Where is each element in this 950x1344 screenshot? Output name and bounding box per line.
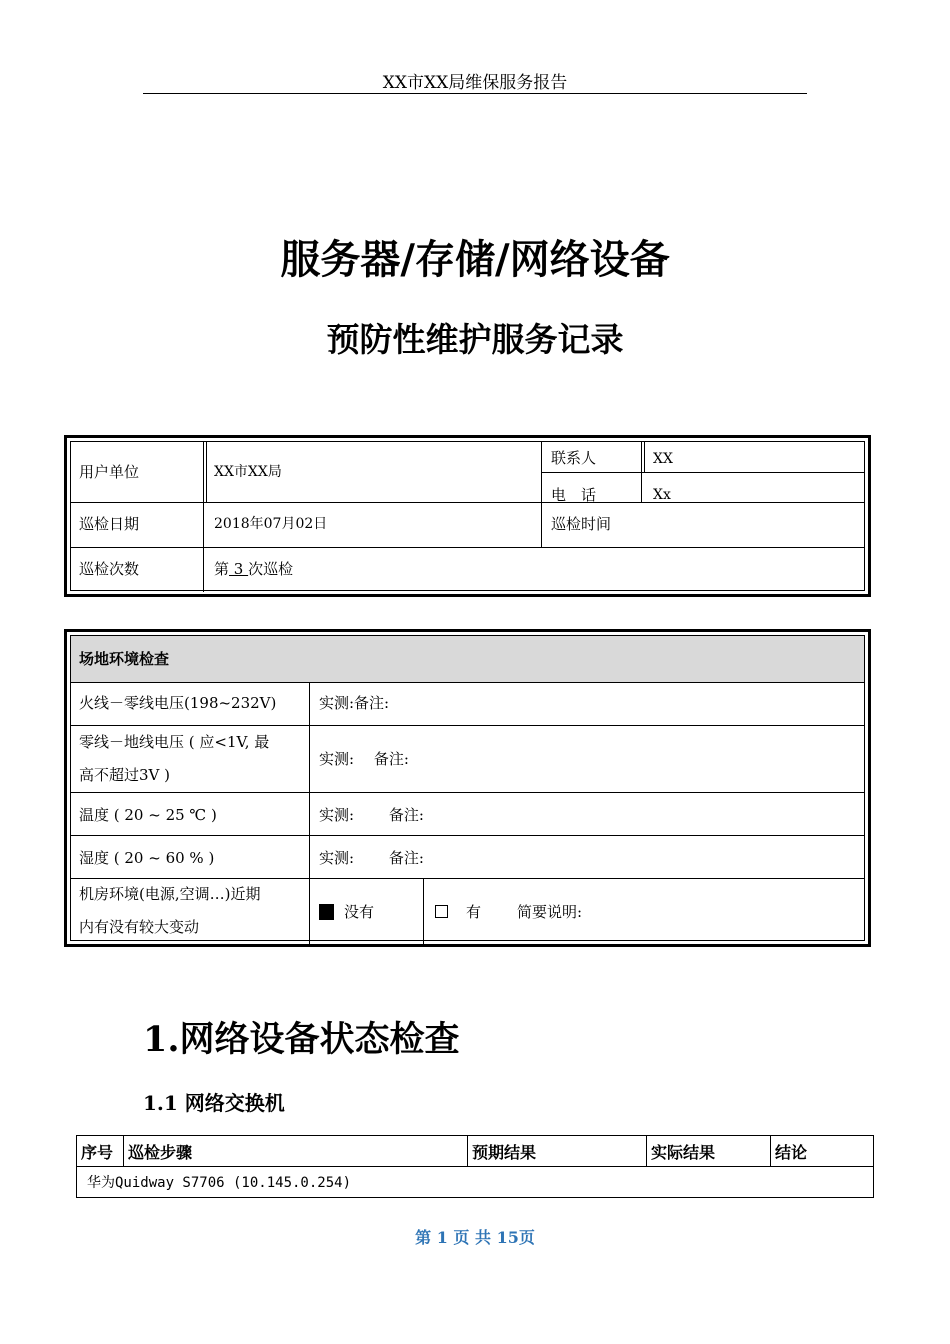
neutral-ground-voltage-label-line1: 零线－地线电压 ( 应<1V, 最 (79, 733, 270, 751)
room-change-note: 简要说明: (517, 903, 583, 921)
room-change-option-yes[interactable] (435, 901, 481, 923)
section-heading: 1.网络设备状态检查 (143, 1019, 460, 1060)
table-row (77, 1167, 874, 1198)
inspect-date-label: 巡检日期 (79, 515, 140, 533)
unchecked-checkbox-icon[interactable] (435, 905, 448, 918)
column-header-step: 巡检步骤 (124, 1136, 468, 1167)
info-table (64, 435, 871, 597)
phone-label: 电 话 (551, 486, 597, 504)
neutral-ground-voltage-label-line2: 高不超过3V ) (79, 766, 170, 784)
checked-checkbox-icon[interactable] (319, 904, 334, 920)
inspect-count-prefix: 第 (214, 560, 230, 578)
device-name: 华为Quidway S7706 (10.145.0.254) (87, 1175, 352, 1191)
contact-label: 联系人 (551, 449, 597, 467)
document-sub-title: 预防性维护服务记录 (326, 320, 624, 359)
inspect-count-value: 3 (229, 560, 249, 578)
contact-value: XX (653, 451, 673, 467)
humidity-value: 实测: 备注: (319, 849, 424, 867)
option-yes-label: 有 (466, 903, 482, 921)
live-neutral-voltage-label: 火线－零线电压(198~232V) (79, 694, 277, 712)
user-unit-value: XX市XX局 (214, 464, 282, 480)
user-unit-label: 用户单位 (79, 463, 140, 481)
column-header-conclusion: 结论 (771, 1136, 874, 1167)
option-no-label: 没有 (344, 903, 375, 921)
room-change-label-line1: 机房环境(电源,空调…)近期 (79, 885, 261, 903)
live-neutral-voltage-value: 实测:备注: (319, 694, 390, 712)
inspect-time-label: 巡检时间 (551, 515, 612, 533)
inspection-steps-table (76, 1135, 874, 1198)
column-header-expected: 预期结果 (468, 1136, 647, 1167)
inspect-count-suffix: 次巡检 (248, 560, 294, 578)
humidity-label: 湿度 ( 20 ~ 60 % ) (79, 849, 215, 867)
neutral-ground-voltage-value: 实测: 备注: (319, 750, 409, 768)
phone-value: Xx (653, 487, 671, 503)
subsection-heading: 1.1 网络交换机 (143, 1091, 285, 1115)
page-number-footer: 第 1 页 共 15页 (415, 1228, 535, 1247)
inspect-count-field (214, 558, 293, 580)
header-divider (143, 93, 807, 94)
column-header-actual: 实际结果 (647, 1136, 771, 1167)
inspect-date-value: 2018年07月02日 (214, 516, 328, 532)
temperature-value: 实测: 备注: (319, 806, 424, 824)
column-header-index: 序号 (77, 1136, 124, 1167)
room-change-label-line2: 内有没有较大变动 (79, 918, 200, 936)
environment-check-heading: 场地环境检查 (79, 650, 170, 668)
room-change-option-no[interactable] (319, 901, 374, 923)
temperature-label: 温度 ( 20 ~ 25 ℃ ) (79, 806, 217, 824)
table-header-row (77, 1136, 874, 1167)
inspect-count-label: 巡检次数 (79, 560, 140, 578)
document-main-title: 服务器/存储/网络设备 (280, 236, 670, 283)
environment-check-table (64, 629, 871, 947)
report-header-title: XX市XX局维保服务报告 (382, 73, 568, 93)
